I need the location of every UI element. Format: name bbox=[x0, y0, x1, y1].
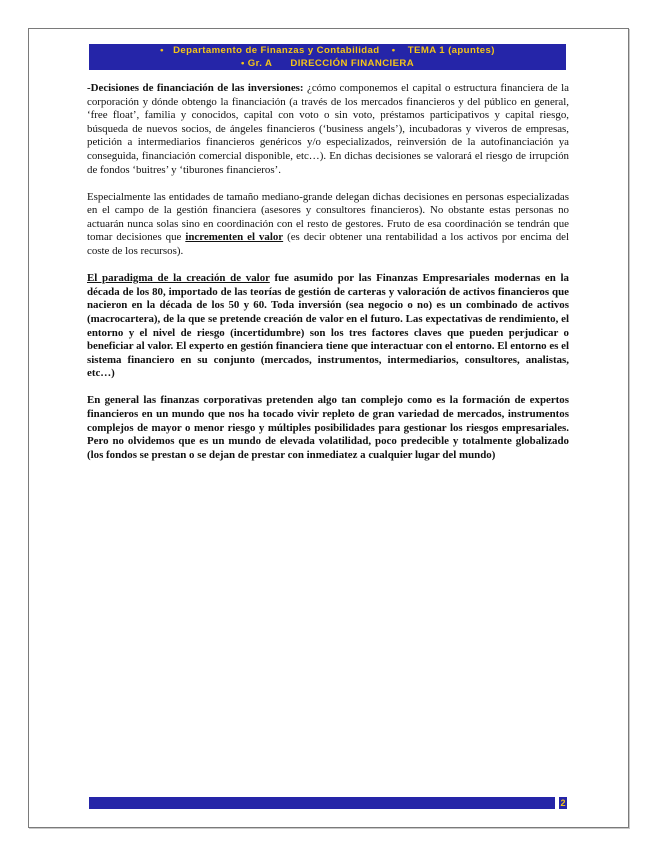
document-page bbox=[28, 28, 629, 828]
paragraph-lead: -Decisiones de financiación de las inversiones: bbox=[87, 82, 304, 94]
paragraph-delegation bbox=[87, 191, 569, 259]
paragraph-corporate-finance bbox=[87, 394, 569, 462]
document-body bbox=[87, 82, 569, 476]
paragraph-text: En general las finanzas corporativas pretenden algo tan complejo como es la formación de expertos financieros en un mundo que nos ha tocado vivir repleto de gran variedad de mercados, instrumentos complejos de mayor o menor riesgo y múltiples posibilidades para gestionar los riesgos empresariales. Pero no olvidemos que es un mundo de elevada volatilidad, poco predecible y totalmente globalizado (los fondos se prestan o se dejan de prestar con inmediatez a cualquier lugar del mundo) bbox=[87, 394, 569, 461]
header-line-2: • Gr. A DIRECCIÓN FINANCIERA bbox=[240, 58, 415, 69]
header-line-1: • Departamento de Finanzas y Contabilidad • TEMA 1 (apuntes) bbox=[160, 45, 495, 56]
paragraph-value-paradigm bbox=[87, 272, 569, 381]
paragraph-text: (es decir obtener una rentabilidad a los activos por encima del coste de los recursos). bbox=[87, 231, 569, 258]
emphasis-value-paradigm: El paradigma de la creación de valor bbox=[87, 272, 270, 285]
paragraph-financing-decisions bbox=[87, 82, 569, 177]
page-number: 2 bbox=[560, 798, 566, 808]
paragraph-text: ¿cómo componemos el capital o estructura financiera de la corporación y dónde obtengo la financiación (a través de los mercados financieros y del público en general, ‘free float’, familia y conocidos, capital con voto o sin voto, préstamos participativos y capital riesgo, búsqueda de nuevos socios, de ángeles financieros (‘business angels’), incubadoras y viveros de empresas, petición a intermediarios financieros genéricos y/o especializados, reinversión de la autofinanciación ya conseguida, financiación comercial disponible, etc…). En dichas decisiones se valorará el riesgo de irrupción de fondos ‘buitres’ y ‘tiburones financieros’. bbox=[87, 82, 569, 176]
paragraph-text: fue asumido por las Finanzas Empresariales modernas en la década de los 80, importado de las teorías de gestión de carteras y valoración de activos financieros que nacieron en la década de los 50 y 60. Toda inversión (sea negocio o no) es un combinado de activos (macrocartera), de la que se pretende creación de valor en el futuro. Las expectativas de rendimiento, el entorno y el nivel de riesgo (incertidumbre) son los tres factores claves que pueden perjudicar o beneficiar al valor. El experto en gestión financiera tiene que interactuar con el entorno. El entorno es el sistema financiero en su conjunto (mercados, instrumentos, intermediarios, consultores, analistas, etc…) bbox=[87, 272, 569, 380]
page-header-banner bbox=[89, 44, 566, 70]
footer-bar bbox=[89, 797, 555, 809]
emphasis-increase-value: incrementen el valor bbox=[185, 231, 284, 244]
paragraph-text: Especialmente las entidades de tamaño mediano-grande delegan dichas decisiones en personas especializadas en el campo de la gestión financiera (asesores y consultores financieros). No obstante estas personas no actuarán nunca solas sino en coordinación con el resto de gestores. Fruto de esa coordinación se tendrán que tomar decisiones que bbox=[87, 190, 569, 244]
